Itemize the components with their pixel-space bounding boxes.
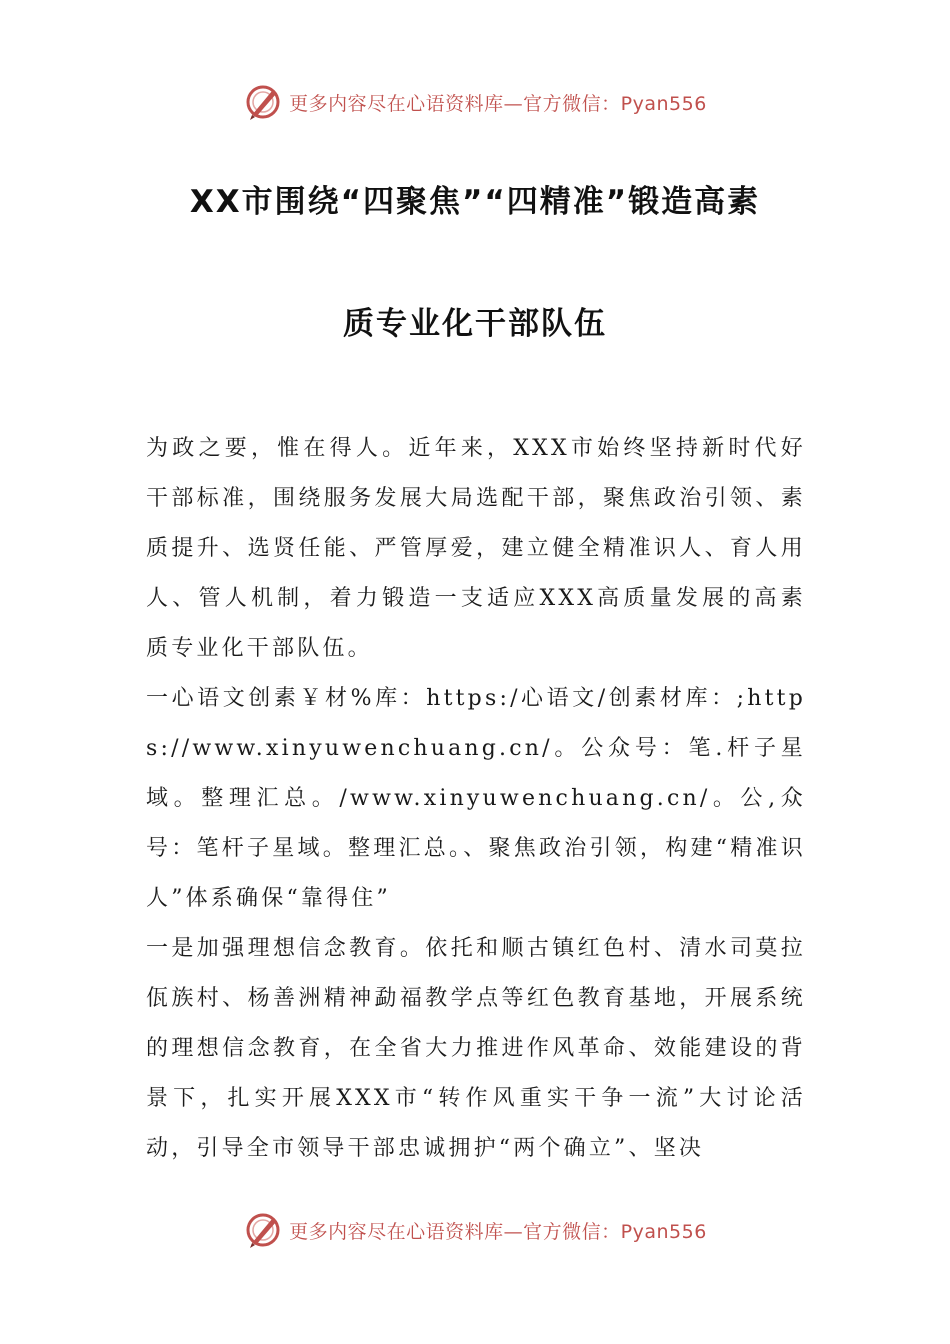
document-title-line-1: XX市围绕“四聚焦”“四精准”锻造高素 bbox=[189, 184, 761, 220]
document-title-line-2: 质专业化干部队伍 bbox=[343, 306, 607, 342]
banner-text: 更多内容尽在心语资料库—官方微信：Pyan556 bbox=[289, 1220, 707, 1243]
document-body bbox=[146, 424, 806, 1174]
pen-logo-icon bbox=[243, 82, 283, 122]
paragraph-point-1: 一是加强理想信念教育。依托和顺古镇红色村、清水司莫拉佤族村、杨善洲精神勐福教学点等红色教育基地，开展系统的理想信念教育，在全省大力推进作风革命、效能建设的背景下，扎实开展XXX市“转作风重实干争一流”大讨论活动，引导全市领导干部忠诚拥护“两个确立”、坚决 bbox=[146, 936, 806, 1161]
footer-banner bbox=[0, 1208, 950, 1252]
banner-text: 更多内容尽在心语资料库—官方微信：Pyan556 bbox=[289, 92, 707, 115]
paragraph-intro: 为政之要，惟在得人。近年来，XXX市始终坚持新时代好干部标准，围绕服务发展大局选配干部，聚焦政治引领、素质提升、选贤任能、严管厚爱，建立健全精准识人、育人用人、管人机制，着力锻造一支适应XXX高质量发展的高素质专业化干部队伍。 bbox=[146, 436, 806, 661]
banner-contact: Pyan556 bbox=[620, 1220, 707, 1243]
banner-contact: Pyan556 bbox=[620, 92, 707, 115]
paragraph-section-1: 一心语文创素￥材%库：https:/心语文/创素材库：;https://www.xinyuwenchuang.cn/。公众号：笔.杆子星域。整理汇总。/www.xinyuwenchuang.cn/。公,众号：笔杆子星域。整理汇总。、聚焦政治引领，构建“精准识人”体系确保“靠得住” bbox=[146, 686, 806, 911]
header-banner bbox=[0, 80, 950, 124]
pen-logo-icon bbox=[243, 1210, 283, 1250]
